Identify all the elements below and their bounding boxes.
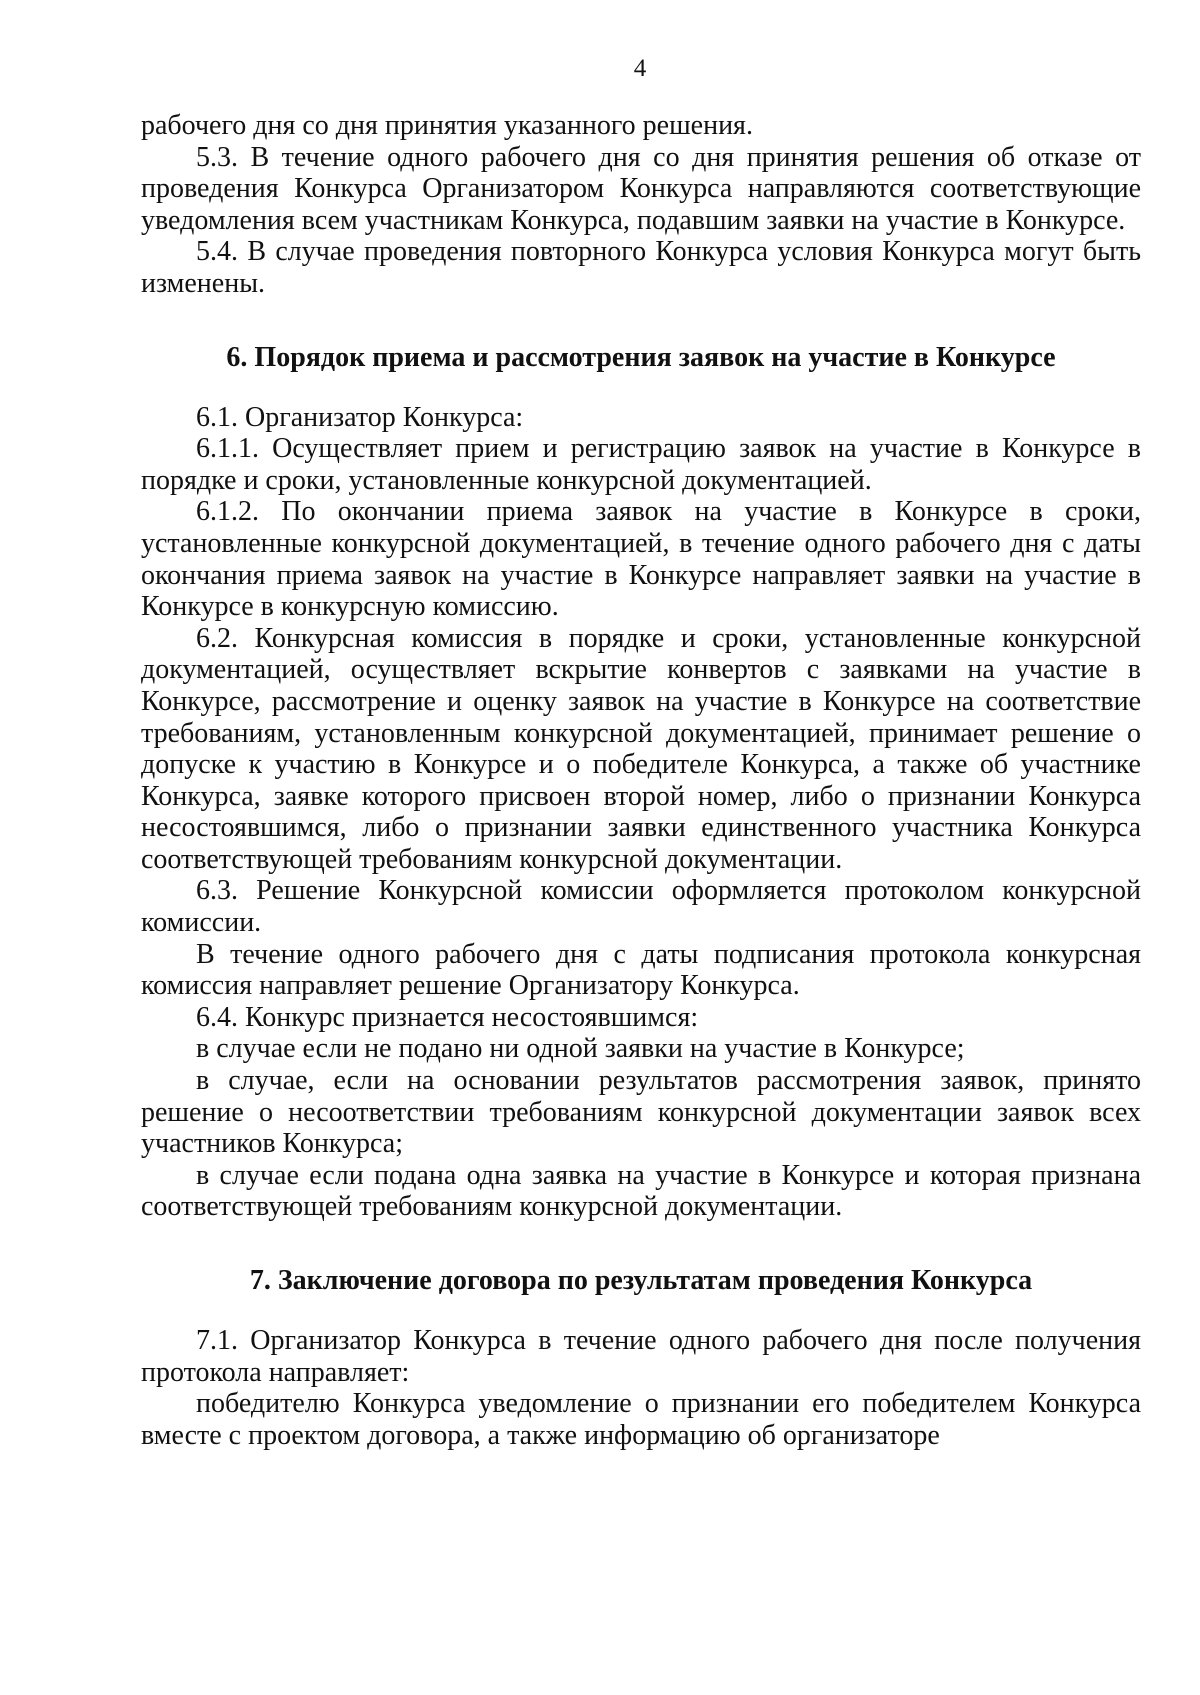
section-7-heading: 7. Заключение договора по результатам проведения Конкурса xyxy=(249,1265,1033,1296)
paragraph-6-4-case-2: в случае, если на основании результатов рассмотрения заявок, принято решение о несоответствии требованиям конкурсной документации заявок всех участников Конкурса; xyxy=(141,1065,1141,1160)
paragraph-7-1-winner: победителю Конкурса уведомление о признании его победителем Конкурса вместе с проектом договора, а также информацию об организаторе xyxy=(141,1388,1141,1451)
paragraph-7-1: 7.1. Организатор Конкурса в течение одного рабочего дня после получения протокола направляет: xyxy=(141,1325,1141,1388)
paragraph-6-2: 6.2. Конкурсная комиссия в порядке и сроки, установленные конкурсной документацией, осуществляет вскрытие конвертов с заявками на участие в Конкурсе, рассмотрение и оценку заявок на участие в Конкурсе на соответствие требованиям, установленным конкурсной документацией, принимает решение о допуске к участию в Конкурсе и о победителе Конкурса, а также об участнике Конкурса, заявке которого присвоен второй номер, либо о признании Конкурса несостоявшимся, либо о признании заявки единственного участника Конкурса соответствующей требованиям конкурсной документации. xyxy=(141,622,1141,875)
paragraph-6-1-1: 6.1.1. Осуществляет прием и регистрацию заявок на участие в Конкурсе в порядке и сроки, установленные конкурсной документацией. xyxy=(141,433,1141,496)
paragraph-6-4-case-1: в случае если не подано ни одной заявки на участие в Конкурсе; xyxy=(196,1033,965,1065)
paragraph-continuation: рабочего дня со дня принятия указанного решения. xyxy=(141,110,753,141)
document-body xyxy=(141,110,1141,1451)
paragraph-6-4-case-3: в случае если подана одна заявка на участие в Конкурсе и которая признана соответствующей требованиям конкурсной документации. xyxy=(141,1159,1141,1223)
paragraph-6-4: 6.4. Конкурс признается несостоявшимся: xyxy=(196,1001,699,1033)
paragraph-5-3: 5.3. В течение одного рабочего дня со дня принятия решения об отказе от проведения Конкурса Организатором Конкурса направляются соответствующие уведомления всем участникам Конкурса, подавшим заявки на участие в Конкурсе. xyxy=(141,141,1141,236)
paragraph-6-3-cont: В течение одного рабочего дня с даты подписания протокола конкурсная комиссия направляет решение Организатору Конкурса. xyxy=(141,938,1141,1002)
paragraph-5-4: 5.4. В случае проведения повторного Конкурса условия Конкурса могут быть изменены. xyxy=(141,236,1141,299)
paragraph-6-1-2: 6.1.2. По окончании приема заявок на участие в Конкурсе в сроки, установленные конкурсной документацией, в течение одного рабочего дня с даты окончания приема заявок на участие в Конкурсе направляет заявки на участие в Конкурсе в конкурсную комиссию. xyxy=(141,496,1141,623)
paragraph-6-1: 6.1. Организатор Конкурса: xyxy=(196,401,524,433)
paragraph-6-3: 6.3. Решение Конкурсной комиссии оформляется протоколом конкурсной комиссии. xyxy=(141,875,1141,939)
page-number: 4 xyxy=(633,55,647,82)
section-6-heading: 6. Порядок приема и рассмотрения заявок на участие в Конкурсе xyxy=(226,341,1056,373)
